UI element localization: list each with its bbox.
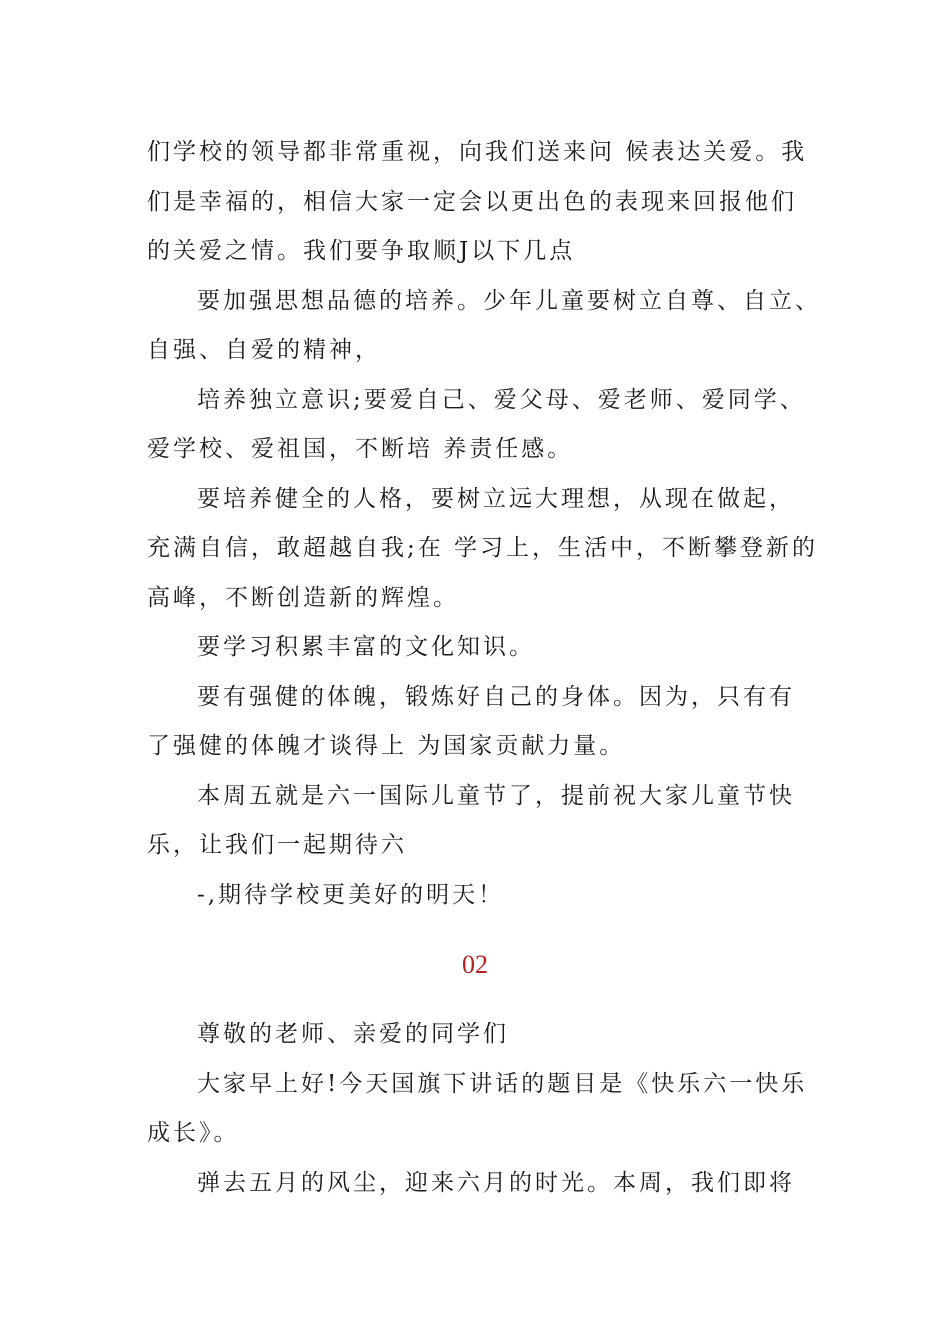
text-line: 充满自信，敢超越自我;在 学习上，生活中，不断攀登新的 — [147, 535, 819, 561]
text-line: 们学校的领导都非常重视，向我们送来问 候表达关爱。我 — [147, 139, 808, 165]
paragraph-start: 大家早上好!今天国旗下讲话的题目是《快乐六一快乐 — [197, 1070, 808, 1097]
paragraph-start: 要加强思想品德的培养。少年儿童要树立自尊、自立、 — [197, 287, 821, 314]
text-line: 自强、自爱的精神， — [147, 337, 381, 363]
text-line: 的关爱之情。我们要争取顺J以下几点 — [147, 238, 576, 264]
document-body — [147, 128, 827, 1208]
text-line: 爱学校、爱祖国，不断培 养责任感。 — [147, 436, 574, 462]
text-line: 成长》。 — [147, 1120, 240, 1146]
paragraph-start: 要培养健全的人格，要树立远大理想，从现在做起， — [197, 485, 795, 512]
greeting-line: 尊敬的老师、亲爱的同学们 — [197, 1021, 509, 1047]
paragraph-start: 培养独立意识;要爱自己、爱父母、爱老师、爱同学、 — [197, 386, 806, 413]
paragraph-start: 要学习积累丰富的文化知识。 — [197, 634, 535, 660]
paragraph-start: -,期待学校更美好的明天！ — [197, 881, 505, 908]
paragraph-start: 本周五就是六一国际儿童节了，提前祝大家儿童节快 — [197, 782, 795, 809]
paragraph-start: 要有强健的体魄，锻炼好自己的身体。因为，只有有 — [197, 683, 795, 710]
paragraph-start: 弹去五月的风尘，迎来六月的时光。本周，我们即将 — [197, 1169, 795, 1196]
text-line: 了强健的体魄才谈得上 为国家贡献力量。 — [147, 733, 626, 759]
text-line: 们是幸福的，相信大家一定会以更出色的表现来回报他们 — [147, 188, 797, 215]
text-line: 高峰，不断创造新的辉煌。 — [147, 584, 459, 611]
text-line: 乐，让我们一起期待六 — [147, 832, 407, 858]
section-number: 02 — [462, 950, 488, 979]
